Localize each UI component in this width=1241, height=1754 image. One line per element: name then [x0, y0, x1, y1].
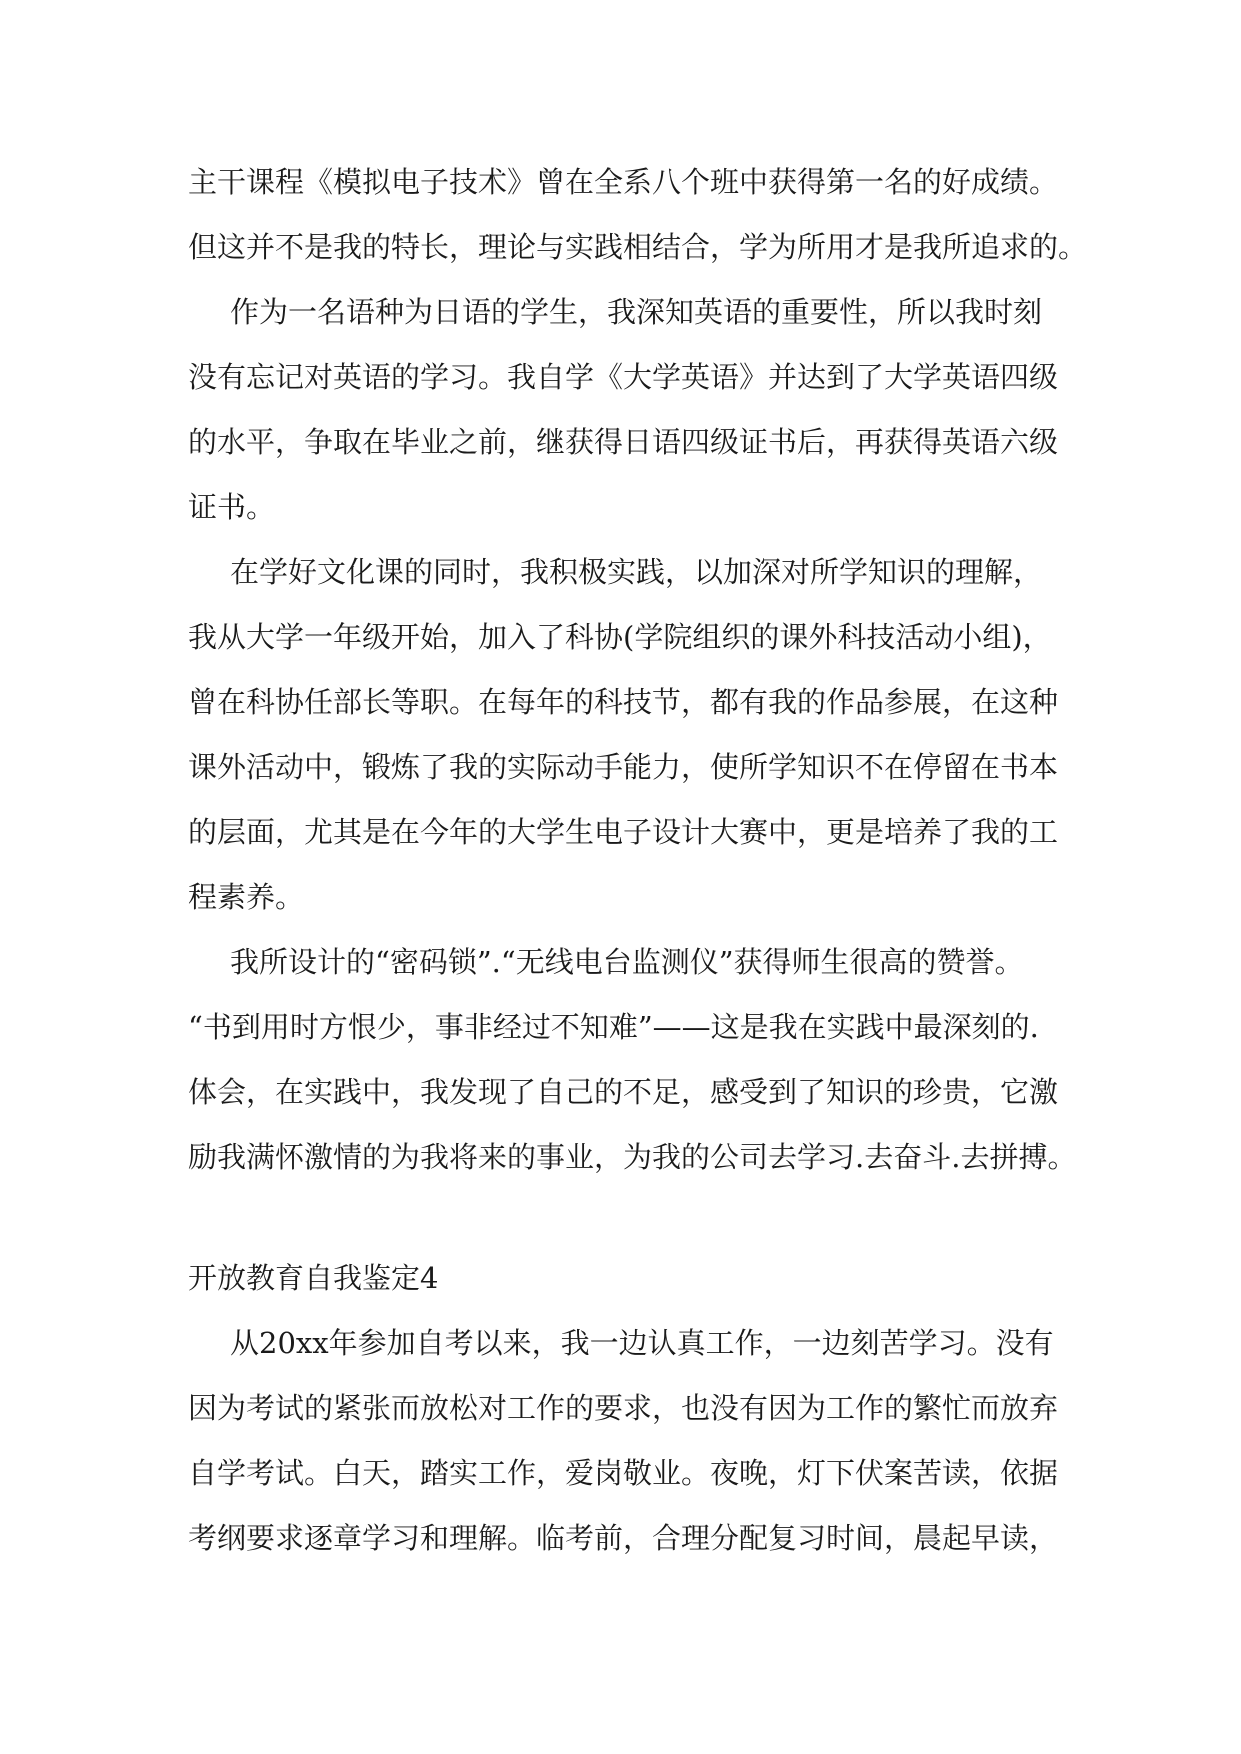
body-text-section-b [188, 1246, 1068, 1571]
paragraph-first-line: 从20xx年参加自考以来，我一边认真工作，一边刻苦学习。没有 [230, 1326, 1054, 1360]
text-line: 证书。 [188, 490, 276, 524]
text-line: 没有忘记对英语的学习。我自学《大学英语》并达到了大学英语四级 [188, 360, 1059, 394]
text-line: 曾在科协任部长等职。在每年的科技节，都有我的作品参展，在这种 [188, 685, 1059, 719]
body-text-section-a [188, 150, 1088, 1190]
text-line: 励我满怀激情的为我将来的事业，为我的公司去学习.去奋斗.去拼搏。 [188, 1140, 1077, 1174]
text-line: 我从大学一年级开始，加入了科协(学院组织的课外科技活动小组)， [188, 620, 1052, 654]
text-line: 自学考试。白天，踏实工作，爱岗敬业。夜晚，灯下伏案苦读，依据 [188, 1456, 1059, 1490]
text-line: 的层面，尤其是在今年的大学生电子设计大赛中，更是培养了我的工 [188, 815, 1059, 849]
text-line: 的水平，争取在毕业之前，继获得日语四级证书后，再获得英语六级 [188, 425, 1059, 459]
text-line: “书到用时方恨少，事非经过不知难”——这是我在实践中最深刻的. [188, 1010, 1039, 1044]
text-line: 程素养。 [188, 880, 305, 914]
text-line: 但这并不是我的特长，理论与实践相结合，学为所用才是我所追求的。 [188, 230, 1088, 264]
text-line: 课外活动中，锻炼了我的实际动手能力，使所学知识不在停留在书本 [188, 750, 1059, 784]
paragraph-first-line: 作为一名语种为日语的学生，我深知英语的重要性，所以我时刻 [230, 295, 1043, 329]
paragraph-first-line: 我所设计的“密码锁”.“无线电台监测仪”获得师生很高的赞誉。 [230, 945, 1024, 979]
text-line: 考纲要求逐章学习和理解。临考前，合理分配复习时间，晨起早读， [188, 1521, 1059, 1555]
text-line: 因为考试的紧张而放松对工作的要求，也没有因为工作的繁忙而放弃 [188, 1391, 1059, 1425]
paragraph-first-line: 在学好文化课的同时，我积极实践，以加深对所学知识的理解， [230, 555, 1043, 589]
section-heading: 开放教育自我鉴定4 [188, 1261, 439, 1295]
text-line: 主干课程《模拟电子技术》曾在全系八个班中获得第一名的好成绩。 [188, 165, 1059, 199]
text-line: 体会，在实践中，我发现了自己的不足，感受到了知识的珍贵，它激 [188, 1075, 1059, 1109]
